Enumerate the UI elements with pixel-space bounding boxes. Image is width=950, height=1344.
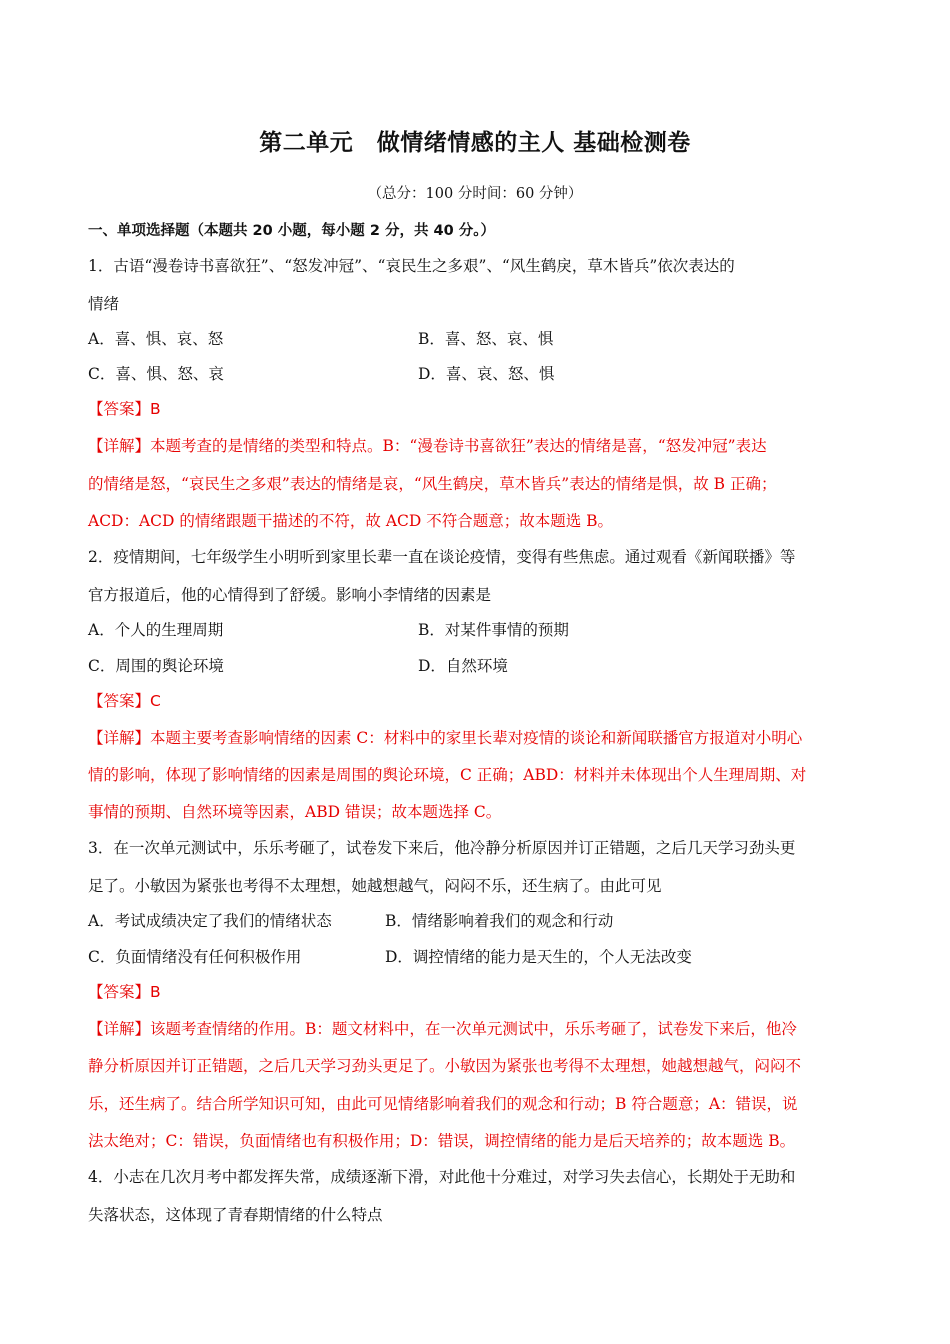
- question-1-detail-line-1: 【详解】本题考查的是情绪的类型和特点。B：“漫卷诗书喜欲狂”表达的情绪是喜，“怒发冲冠”表达: [88, 437, 767, 455]
- question-1-detail-line-2: 的情绪是怒，“哀民生之多艰”表达的情绪是哀，“风生鹤戾，草木皆兵”表达的情绪是惧，故 B 正确；: [88, 475, 777, 493]
- question-1-option-b: B．喜、怒、哀、惧: [418, 330, 554, 348]
- question-3-detail-line-2: 静分析原因并订正错题，之后几天学习劲头更足了。小敏因为紧张也考得不太理想，她越想越气，闷闷不: [88, 1057, 802, 1075]
- question-3-detail-line-3: 乐，还生病了。结合所学知识可知，由此可见情绪影响着我们的观念和行动；B 符合题意；A：错误，说: [88, 1095, 798, 1113]
- question-2-detail-line-3: 事情的预期、自然环境等因素，ABD 错误；故本题选择 C。: [88, 803, 502, 821]
- question-3-option-d: D．调控情绪的能力是天生的，个人无法改变: [385, 948, 692, 966]
- question-2-stem-line-2: 官方报道后，他的心情得到了舒缓。影响小李情绪的因素是: [88, 586, 492, 604]
- section-heading: 一、单项选择题（本题共 20 小题，每小题 2 分，共 40 分。）: [88, 223, 495, 239]
- page-title: 第二单元 做情绪情感的主人 基础检测卷: [259, 130, 691, 156]
- question-3-answer: 【答案】B: [88, 983, 161, 1001]
- question-1-answer: 【答案】B: [88, 400, 161, 418]
- question-2-option-c: C．周围的舆论环境: [88, 657, 224, 675]
- question-1-option-c: C．喜、惧、怒、哀: [88, 365, 224, 383]
- question-3-option-b: B．情绪影响着我们的观念和行动: [385, 912, 614, 930]
- score-time-info: （总分：100 分时间：60 分钟）: [367, 186, 583, 202]
- question-4-stem-line-1: 4．小志在几次月考中都发挥失常，成绩逐渐下滑，对此他十分难过，对学习失去信心，长期处于无助和: [88, 1168, 796, 1186]
- question-3-detail-line-1: 【详解】该题考查情绪的作用。B：题文材料中，在一次单元测试中，乐乐考砸了，试卷发下来后，他冷: [88, 1020, 797, 1038]
- question-3-stem-line-1: 3．在一次单元测试中，乐乐考砸了，试卷发下来后，他冷静分析原因并订正错题，之后几天学习劲头更: [88, 839, 796, 857]
- question-1-option-a: A．喜、惧、哀、怒: [88, 330, 224, 348]
- question-2-option-d: D．自然环境: [418, 657, 508, 675]
- question-4-stem-line-2: 失落状态，这体现了青春期情绪的什么特点: [88, 1206, 383, 1224]
- question-2-answer: 【答案】C: [88, 692, 161, 710]
- question-1-option-d: D．喜、哀、怒、惧: [418, 365, 555, 383]
- question-1-stem-line-1: 1．古语“漫卷诗书喜欲狂”、“怒发冲冠”、“哀民生之多艰”、“风生鹤戾，草木皆兵”依次表达的: [88, 257, 735, 275]
- question-2-detail-line-1: 【详解】本题主要考查影响情绪的因素 C：材料中的家里长辈对疫情的谈论和新闻联播官方报道对小明心: [88, 729, 803, 747]
- question-1-stem-line-2: 情绪: [88, 295, 120, 313]
- question-2-option-a: A．个人的生理周期: [88, 621, 224, 639]
- question-3-option-c: C．负面情绪没有任何积极作用: [88, 948, 302, 966]
- question-3-stem-line-2: 足了。小敏因为紧张也考得不太理想，她越想越气，闷闷不乐，还生病了。由此可见: [88, 877, 662, 895]
- question-3-detail-line-4: 法太绝对；C：错误，负面情绪也有积极作用；D：错误，调控情绪的能力是后天培养的；故本题选 B。: [88, 1132, 796, 1150]
- question-3-option-a: A．考试成绩决定了我们的情绪状态: [88, 912, 332, 930]
- question-1-detail-line-3: ACD：ACD 的情绪跟题干描述的不符，故 ACD 不符合题意；故本题选 B。: [88, 512, 614, 530]
- question-2-stem-line-1: 2．疫情期间，七年级学生小明听到家里长辈一直在谈论疫情，变得有些焦虑。通过观看《新闻联播》等: [88, 548, 796, 566]
- question-2-detail-line-2: 情的影响，体现了影响情绪的因素是周围的舆论环境，C 正确；ABD：材料并未体现出个人生理周期、对: [88, 766, 807, 784]
- question-2-option-b: B．对某件事情的预期: [418, 621, 569, 639]
